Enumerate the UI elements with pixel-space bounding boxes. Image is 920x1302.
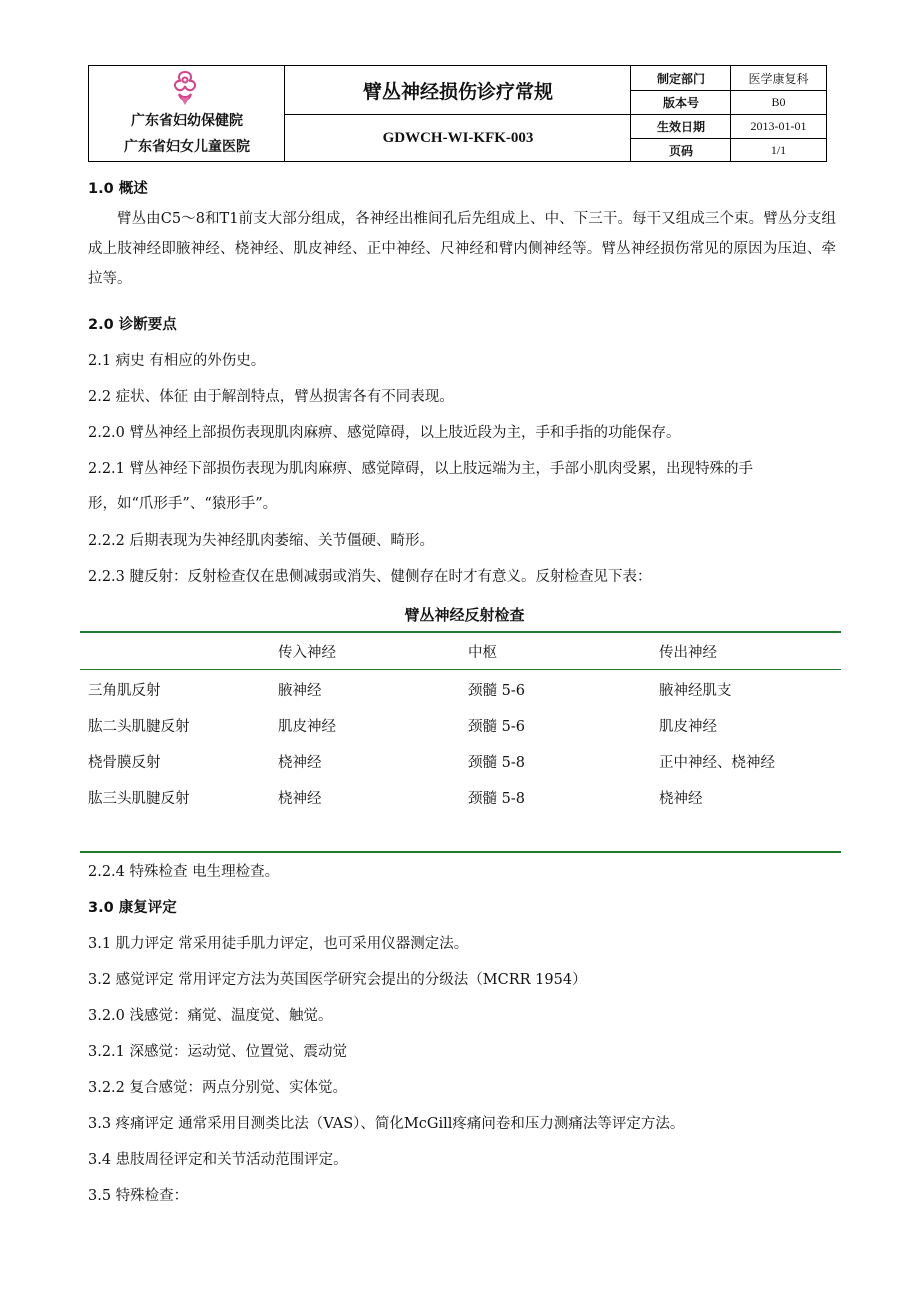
table-cell: 颈髓 5-6	[468, 719, 525, 735]
section-3-item: 3.4 患肢周径评定和关节活动范围评定。	[88, 1152, 348, 1168]
section-1-paragraph: 臂丛由C5～8和T1前支大部分组成，各神经出椎间孔后先组成上、中、下三干。每干又组成三个束。臂丛分支组成上肢神经即腋神经、桡神经、肌皮神经、正中神经、尺神经和臂内侧神经等。臂丛神经损伤常见的原因为压迫、牵拉等。	[88, 211, 836, 287]
document-header	[88, 65, 827, 162]
table-bottom-rule	[80, 851, 841, 853]
table-cell: 肌皮神经	[659, 719, 717, 735]
table-caption: 臂丛神经反射检查	[404, 606, 525, 624]
table-top-rule	[80, 631, 841, 633]
table-header-rule	[80, 669, 841, 670]
table-cell: 正中神经、桡神经	[659, 755, 775, 771]
section-2-item: 2.2.0 臂丛神经上部损伤表现肌肉麻痹、感觉障碍，以上肢近段为主，手和手指的功能保存。	[88, 425, 681, 441]
section-3-heading: 3.0 康复评定	[88, 900, 177, 916]
meta-value-effective-date: 2013-01-01	[750, 118, 807, 133]
document-title: 臂丛神经损伤诊疗常规	[362, 80, 553, 103]
meta-value-page: 1/1	[770, 142, 787, 157]
table-cell: 颈髓 5-8	[468, 791, 525, 807]
hospital-name-1: 广东省妇幼保健院	[131, 113, 243, 129]
meta-label-effective-date: 生效日期	[656, 119, 705, 134]
special-exam-line: 2.2.4 特殊检查 电生理检查。	[88, 864, 280, 880]
meta-label-department: 制定部门	[656, 71, 705, 86]
section-1-heading: 1.0 概述	[88, 181, 148, 197]
table-cell: 肱二头肌腱反射	[88, 719, 190, 735]
section-2-item: 2.2 症状、体征 由于解剖特点，臂丛损害各有不同表现。	[88, 389, 454, 405]
section-2-item: 2.2.2 后期表现为失神经肌肉萎缩、关节僵硬、畸形。	[88, 533, 435, 549]
document-code: GDWCH-WI-KFK-003	[382, 129, 534, 146]
section-2-item: 形，如“爪形手”、“猿形手”。	[88, 496, 278, 512]
table-header-center: 中枢	[468, 645, 497, 661]
section-3-item: 3.2.1 深感觉：运动觉、位置觉、震动觉	[88, 1044, 348, 1060]
table-cell: 桡神经	[278, 755, 322, 771]
meta-value-version: B0	[771, 94, 786, 109]
section-2-item: 2.1 病史 有相应的外伤史。	[88, 353, 266, 369]
section-3-item: 3.2.2 复合感觉：两点分别觉、实体觉。	[88, 1080, 348, 1096]
section-3-item: 3.2 感觉评定 常用评定方法为英国医学研究会提出的分级法（MCRR 1954）	[88, 972, 587, 988]
section-2-item: 2.2.3 腱反射：反射检查仅在患侧减弱或消失、健侧存在时才有意义。反射检查见下表：	[88, 569, 652, 585]
table-header-afferent: 传入神经	[278, 645, 336, 661]
table-cell: 颈髓 5-6	[468, 683, 525, 699]
section-3-item: 3.1 肌力评定 常采用徒手肌力评定，也可采用仪器测定法。	[88, 936, 469, 952]
table-cell: 颈髓 5-8	[468, 755, 525, 771]
section-3-item: 3.2.0 浅感觉：痛觉、温度觉、触觉。	[88, 1008, 333, 1024]
hospital-name-2: 广东省妇女儿童医院	[124, 139, 250, 155]
table-cell: 桡神经	[278, 791, 322, 807]
table-cell: 腋神经肌支	[659, 683, 732, 699]
table-cell: 桡骨膜反射	[88, 755, 161, 771]
section-2-item: 2.2.1 臂丛神经下部损伤表现为肌肉麻痹、感觉障碍，以上肢远端为主，手部小肌肉受累，出现特殊的手	[88, 461, 753, 477]
table-cell: 肌皮神经	[278, 719, 336, 735]
section-3-item: 3.5 特殊检查：	[88, 1188, 189, 1204]
table-header-efferent: 传出神经	[659, 645, 717, 661]
hospital-logo-icon	[165, 68, 205, 108]
table-cell: 三角肌反射	[88, 683, 161, 699]
table-cell: 桡神经	[659, 791, 703, 807]
table-cell: 腋神经	[278, 683, 322, 699]
table-cell: 肱三头肌腱反射	[88, 791, 190, 807]
meta-label-version: 版本号	[662, 95, 699, 110]
meta-value-department: 医学康复科	[748, 71, 809, 86]
section-3-item: 3.3 疼痛评定 通常采用目测类比法（VAS）、简化McGill疼痛问卷和压力测痛法等评定方法。	[88, 1116, 685, 1132]
meta-label-page: 页码	[668, 143, 693, 158]
section-2-heading: 2.0 诊断要点	[88, 317, 177, 333]
